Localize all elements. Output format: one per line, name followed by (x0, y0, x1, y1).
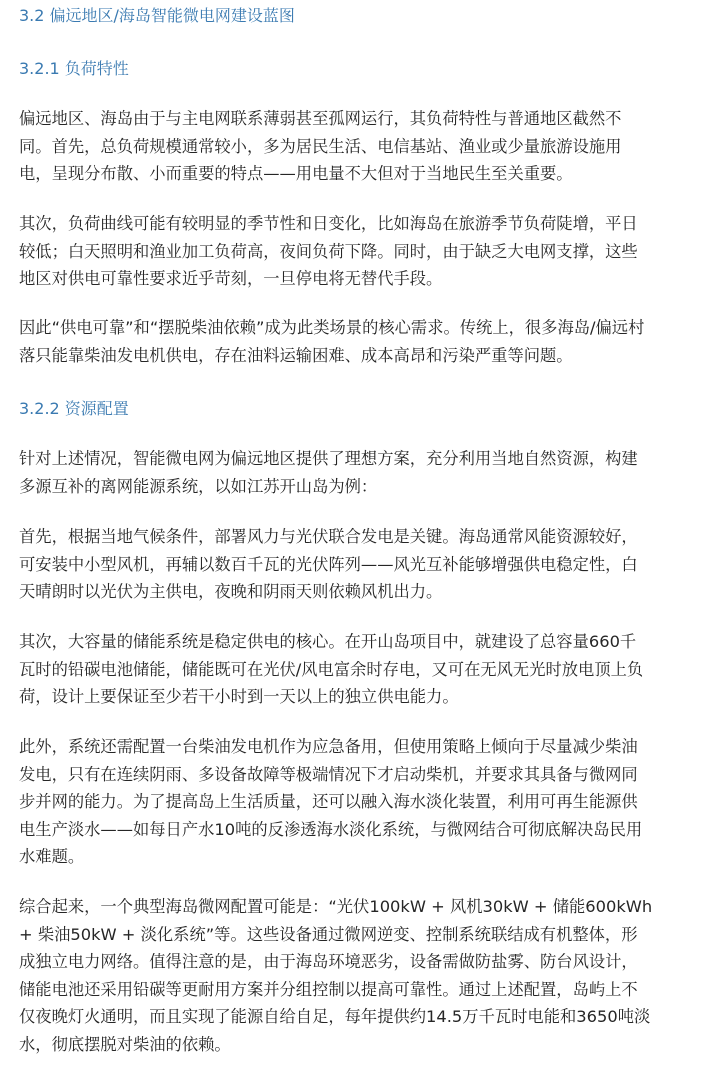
paragraph-resources-2 (19, 523, 703, 606)
text-line: 首先，根据当地气候条件，部署风力与光伏联合发电是关键。海岛通常风能资源较好， (19, 527, 638, 546)
section-heading: 3.2 偏远地区/海岛智能微电网建设蓝图 (19, 6, 295, 25)
paragraph-resources-1 (19, 445, 703, 500)
text-line: 较低；白天照明和渔业加工负荷高，夜间负荷下降。同时，由于缺乏大电网支撑，这些 (19, 241, 638, 261)
text-line: + 柴油50kW + 淡化系统”等。这些设备通过微网逆变、控制系统联结成有机整体，形 (19, 924, 638, 944)
text-line: 瓦时的铅碳电池储能，储能既可在光伏/风电富余时存电，又可在无风无光时放电顶上负 (19, 659, 644, 679)
text-line: 可安装中小型风机，再辅以数百千瓦的光伏阵列——风光互补能够增强供电稳定性，白 (19, 554, 638, 574)
text-line: 其次，负荷曲线可能有较明显的季节性和日变化，比如海岛在旅游季节负荷陡增，平日 (19, 214, 638, 233)
text-line: 水，彻底摆脱对柴油的依赖。 (19, 1034, 231, 1054)
paragraph-load-2 (19, 210, 703, 293)
paragraph-resources-4 (19, 733, 703, 871)
text-line: 同。首先，总负荷规模通常较小，多为居民生活、电信基站、渔业或少量旅游设施用 (19, 136, 622, 156)
paragraph-load-3 (19, 314, 703, 369)
paragraph-load-1 (19, 105, 703, 188)
text-line: 地区对供电可靠性要求近乎苛刻，一旦停电将无替代手段。 (19, 269, 443, 288)
text-line: 储能电池还采用铅碳等更耐用方案并分组控制以提高可靠性。通过上述配置，岛屿上不 (19, 979, 638, 999)
text-line: 水难题。 (19, 847, 85, 866)
text-line: 综合起来，一个典型海岛微网配置可能是：“光伏100kW + 风机30kW + 储能600kWh (19, 897, 653, 916)
text-line: 多源互补的离网能源系统，以如江苏开山岛为例： (19, 476, 378, 496)
text-line: 荷，设计上要保证至少若干小时到一天以上的独立供电能力。 (19, 687, 459, 706)
text-line: 落只能靠柴油发电机供电，存在油料运输困难、成本高昂和污染严重等问题。 (19, 345, 573, 365)
subsection-heading-load: 3.2.1 负荷特性 (19, 59, 129, 78)
paragraph-resources-3 (19, 628, 703, 711)
text-line: 成独立电力网络。值得注意的是，由于海岛环境恶劣，设备需做防盐雾、防台风设计， (19, 952, 638, 971)
text-line: 其次，大容量的储能系统是稳定供电的核心。在开山岛项目中，就建设了总容量660千 (19, 632, 637, 651)
text-line: 仅夜晚灯火通明，而且实现了能源自给自足，每年提供约14.5万千瓦时电能和3650吨淡 (19, 1007, 651, 1026)
text-line: 电，呈现分布散、小而重要的特点——用电量不大但对于当地民生至关重要。 (19, 164, 573, 183)
paragraph-resources-5 (19, 893, 703, 1058)
text-line: 电生产淡水——如每日产水10吨的反渗透海水淡化系统，与微网结合可彻底解决岛民用 (19, 819, 643, 839)
text-line: 偏远地区、海岛由于与主电网联系薄弱甚至孤网运行，其负荷特性与普通地区截然不 (19, 109, 622, 128)
text-line: 步并网的能力。为了提高岛上生活质量，还可以融入海水淡化装置，利用可再生能源供 (19, 792, 638, 811)
text-line: 针对上述情况，智能微电网为偏远地区提供了理想方案，充分利用当地自然资源，构建 (19, 449, 638, 468)
text-line: 发电，只有在连续阴雨、多设备故障等极端情况下才启动柴机，并要求其具备与微网同 (19, 764, 638, 784)
text-line: 因此“供电可靠”和“摆脱柴油依赖”成为此类场景的核心需求。传统上，很多海岛/偏远村 (19, 318, 645, 337)
text-line: 此外，系统还需配置一台柴油发电机作为应急备用，但使用策略上倾向于尽量减少柴油 (19, 737, 638, 756)
text-line: 天晴朗时以光伏为主供电，夜晚和阴雨天则依赖风机出力。 (19, 582, 443, 601)
subsection-heading-resources: 3.2.2 资源配置 (19, 399, 129, 418)
